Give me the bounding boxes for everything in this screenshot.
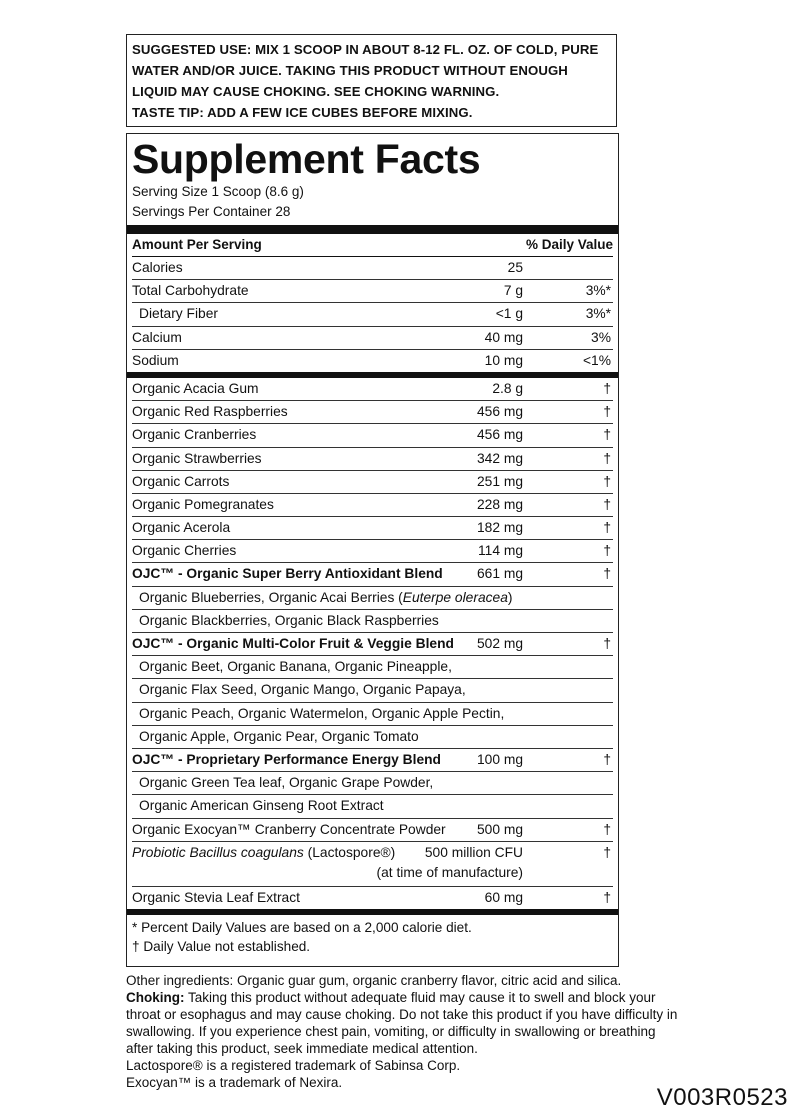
footnote-daily-values: * Percent Daily Values are based on a 2,000 calorie diet.: [132, 919, 472, 935]
ingredient-row: Organic Pomegranates 228 mg †: [132, 494, 613, 517]
label-version-code: V003R0523: [656, 1084, 788, 1111]
blend-sub-row: Organic Flax Seed, Organic Mango, Organic Papaya,: [132, 679, 613, 702]
trademark-lactospore: Lactospore® is a registered trademark of Sabinsa Corp.: [126, 1058, 461, 1073]
ingredient-row: Organic Carrots 251 mg †: [132, 471, 613, 494]
choking-warning: Choking: Taking this product without adequate fluid may cause it to swell and block your throat or esophagus and may cause choking. Do not take this product if you have difficulty in swallowing. If you experience chest pain, vomiting, or difficulty in swallowing or breathing after taking this product, seek immediate medical attention.: [126, 990, 678, 1056]
exocyan-row: Organic Exocyan™ Cranberry Concentrate Powder 500 mg †: [132, 819, 613, 842]
blend-row-energy: OJC™ - Proprietary Performance Energy Blend 100 mg †: [132, 749, 613, 772]
nutrient-row: Calcium 40 mg 3%: [132, 327, 613, 350]
footnotes: [132, 915, 613, 956]
supplement-facts-panel: [126, 133, 619, 967]
label-bottom-text: [126, 972, 686, 1091]
amount-header: [132, 234, 613, 257]
nutrient-row: Total Carbohydrate 7 g 3%*: [132, 280, 613, 303]
trademark-exocyan: Exocyan™ is a trademark of Nexira.: [126, 1075, 343, 1090]
ingredient-row: Organic Cherries 114 mg †: [132, 540, 613, 563]
blend-row-fruit-veggie: OJC™ - Organic Multi-Color Fruit & Veggie Blend 502 mg †: [132, 633, 613, 656]
blend-sub-row: Organic Blueberries, Organic Acai Berries (Euterpe oleracea): [132, 587, 613, 610]
ingredient-row: Organic Red Raspberries 456 mg †: [132, 401, 613, 424]
probiotic-row: Probiotic Bacillus coagulans (Lactospore®) 500 million CFU (at time of manufacture) †: [132, 842, 613, 887]
stevia-row: Organic Stevia Leaf Extract 60 mg †: [132, 889, 611, 905]
nutrient-row: Dietary Fiber <1 g 3%*: [132, 303, 613, 326]
taste-tip-text: TASTE TIP: ADD A FEW ICE CUBES BEFORE MIXING.: [132, 105, 473, 120]
blend-sub-row: Organic Green Tea leaf, Organic Grape Powder,: [132, 772, 613, 795]
servings-per-container: Servings Per Container 28: [132, 204, 291, 219]
blend-row-super-berry: OJC™ - Organic Super Berry Antioxidant Blend 661 mg †: [132, 563, 613, 586]
facts-title: Supplement Facts: [132, 136, 481, 182]
blend-sub-row: Organic Apple, Organic Pear, Organic Tomato: [132, 726, 613, 749]
divider-thick: [127, 225, 618, 234]
daily-value-label: % Daily Value: [525, 237, 613, 252]
amount-per-serving-label: Amount Per Serving: [132, 237, 262, 252]
ingredient-row: Organic Strawberries 342 mg †: [132, 448, 613, 471]
suggested-use-text: SUGGESTED USE: MIX 1 SCOOP IN ABOUT 8-12 FL. OZ. OF COLD, PURE WATER AND/OR JUICE. TAKING THIS PRODUCT WITHOUT ENOUGH LIQUID MAY CAUSE CHOKING. SEE CHOKING WARNING.: [132, 42, 599, 99]
blend-sub-row: Organic Peach, Organic Watermelon, Organic Apple Pectin,: [132, 703, 613, 726]
nutrient-row: Sodium 10 mg <1%: [132, 352, 611, 368]
ingredient-row: Organic Acerola 182 mg †: [132, 517, 613, 540]
ingredient-row: Organic Acacia Gum 2.8 g †: [132, 378, 613, 401]
ingredient-row: Organic Cranberries 456 mg †: [132, 424, 613, 447]
blend-sub-row: Organic Blackberries, Organic Black Raspberries: [132, 610, 613, 633]
suggested-use-box: [126, 34, 617, 127]
serving-size: Serving Size 1 Scoop (8.6 g): [132, 184, 304, 199]
footnote-not-established: † Daily Value not established.: [132, 938, 311, 954]
other-ingredients: Other ingredients: Organic guar gum, organic cranberry flavor, citric acid and silica.: [126, 973, 622, 988]
blend-sub-row: Organic American Ginseng Root Extract: [132, 795, 613, 818]
nutrient-row: Calories 25: [132, 257, 613, 280]
blend-sub-row: Organic Beet, Organic Banana, Organic Pineapple,: [132, 656, 613, 679]
